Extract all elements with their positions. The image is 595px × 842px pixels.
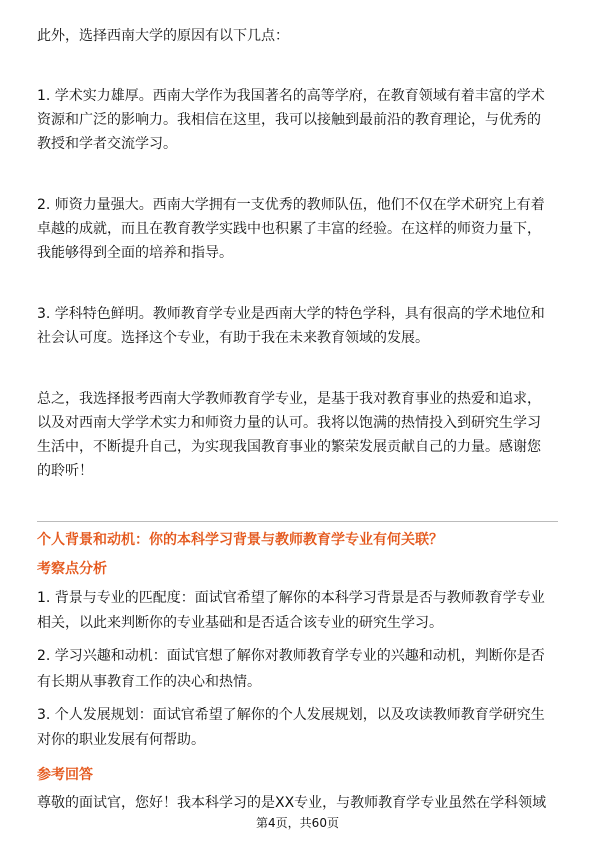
point-1-line-3: 教授和学者交流学习。	[37, 136, 177, 152]
section-divider	[37, 521, 558, 522]
page-number: 第4页，共60页	[256, 816, 339, 830]
point-2-line-3: 我能够得到全面的培养和指导。	[37, 245, 233, 261]
question-title: 个人背景和动机：你的本科学习背景与教师教育学专业有何关联？	[37, 532, 443, 548]
analysis-line-3: 2. 学习兴趣和动机：面试官想了解你对教师教育学专业的兴趣和动机，判断你是否	[37, 648, 545, 664]
point-1-line-2: 资源和广泛的影响力。我相信在这里，我可以接触到最前沿的教育理论，与优秀的	[37, 112, 541, 128]
conclusion-line-3: 生活中，不断提升自己，为实现我国教育事业的繁荣发展贡献自己的力量。感谢您	[37, 439, 541, 455]
point-3-line-1: 3. 学科特色鲜明。教师教育学专业是西南大学的特色学科，具有很高的学术地位和	[37, 306, 545, 322]
answer-heading: 参考回答	[37, 767, 93, 783]
intro-line: 此外，选择西南大学的原因有以下几点：	[37, 28, 289, 44]
point-2-line-1: 2. 师资力量强大。西南大学拥有一支优秀的教师队伍，他们不仅在学术研究上有着	[37, 197, 545, 213]
conclusion-line-2: 以及对西南大学学术实力和师资力量的认可。我将以饱满的热情投入到研究生学习	[37, 415, 541, 431]
point-3-line-2: 社会认可度。选择这个专业，有助于我在未来教育领域的发展。	[37, 330, 429, 346]
analysis-line-1: 1. 背景与专业的匹配度：面试官希望了解你的本科学习背景是否与教师教育学专业	[37, 590, 545, 606]
analysis-line-2: 相关，以此来判断你的专业基础和是否适合该专业的研究生学习。	[37, 615, 443, 631]
conclusion-line-4: 的聆听！	[37, 463, 93, 479]
point-2-line-2: 卓越的成就，而且在教育教学实践中也积累了丰富的经验。在这样的师资力量下，	[37, 221, 541, 237]
analysis-heading: 考察点分析	[37, 561, 107, 577]
conclusion-line-1: 总之，我选择报考西南大学教师教育学专业，是基于我对教育事业的热爱和追求，	[37, 391, 541, 407]
analysis-line-5: 3. 个人发展规划：面试官希望了解你的个人发展规划，以及攻读教师教育学研究生	[37, 707, 545, 723]
point-1-line-1: 1. 学术实力雄厚。西南大学作为我国著名的高等学府，在教育领域有着丰富的学术	[37, 88, 545, 104]
analysis-line-6: 对你的职业发展有何帮助。	[37, 732, 205, 748]
answer-line-1: 尊敬的面试官，您好！我本科学习的是XX专业，与教师教育学专业虽然在学科领域	[37, 795, 547, 811]
analysis-line-4: 有长期从事教育工作的决心和热情。	[37, 674, 261, 690]
